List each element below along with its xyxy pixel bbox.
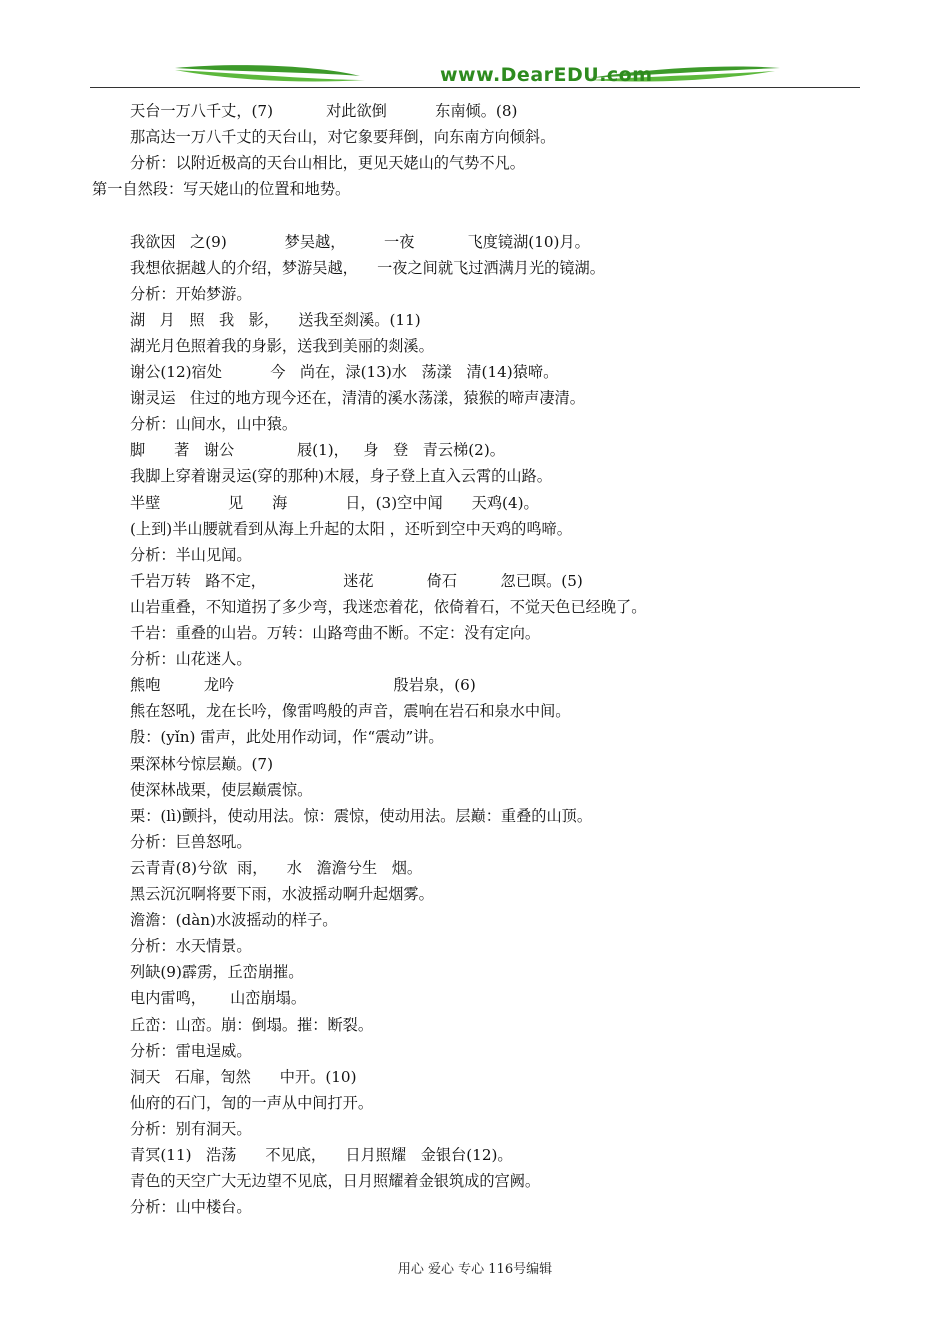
text-line: 山岩重叠，不知道拐了多少弯，我迷恋着花，依倚着石，不觉天色已经晚了。 bbox=[130, 597, 647, 616]
text-line: 使深林战栗，使层巅震惊。 bbox=[130, 780, 313, 799]
text-line: 分析：山花迷人。 bbox=[130, 650, 252, 669]
text-line: 分析：半山见闻。 bbox=[130, 545, 252, 564]
text-line: 分析：山间水，山中猿。 bbox=[130, 415, 298, 434]
text-line: 青色的天空广大无边望不见底，日月照耀着金银筑成的宫阙。 bbox=[130, 1172, 541, 1191]
text-line: 谢公(12)宿处 今 尚在，渌(13)水 荡漾 清(14)猿啼。 bbox=[130, 363, 559, 381]
text-line: 栗：(lì)颤抖，使动用法。惊：震惊，使动用法。层巅：重叠的山顶。 bbox=[130, 806, 593, 825]
text-line: 列缺(9)霹雳，丘峦崩摧。 bbox=[130, 963, 304, 982]
text-line: 熊咆 龙吟 殷岩泉，(6) bbox=[130, 676, 476, 695]
text-line: 半壁 见 海 日，(3)空中闻 天鸡(4)。 bbox=[130, 493, 539, 512]
text-line: 湖光月色照着我的身影，送我到美丽的剡溪。 bbox=[130, 336, 434, 355]
text-line: 青冥(11) 浩荡 不见底， 日月照耀 金银台(12)。 bbox=[130, 1146, 513, 1164]
text-line: 分析：雷电逞威。 bbox=[130, 1041, 252, 1060]
section-heading: 第一自然段：写天姥山的位置和地势。 bbox=[92, 180, 351, 199]
site-logo-text[interactable]: www.DearEDU.com bbox=[440, 64, 653, 86]
text-line: 天台一万八千丈，(7) 对此欲倒 东南倾。(8) bbox=[130, 102, 518, 120]
header-rule bbox=[90, 87, 860, 88]
text-line: 脚 著 谢公 屐(1)， 身 登 青云梯(2)。 bbox=[130, 441, 505, 460]
text-line: 我想依据越人的介绍，梦游吴越， 一夜之间就飞过洒满月光的镜湖。 bbox=[130, 258, 605, 277]
text-line: 谢灵运 住过的地方现今还在，清清的溪水荡漾，猿猴的啼声凄清。 bbox=[130, 389, 585, 408]
text-line: 分析：山中楼台。 bbox=[130, 1198, 252, 1217]
text-line: 丘峦：山峦。崩：倒塌。摧：断裂。 bbox=[130, 1015, 373, 1034]
text-line: 分析：水天情景。 bbox=[130, 937, 252, 956]
text-line: 我欲因 之(9) 梦吴越， 一夜 飞度镜湖(10)月。 bbox=[130, 232, 590, 251]
text-line: 千岩：重叠的山岩。万转：山路弯曲不断。不定：没有定向。 bbox=[130, 624, 541, 642]
text-line: 栗深林兮惊层巅。(7) bbox=[130, 754, 274, 773]
text-line: 千岩万转 路不定， 迷花 倚石 忽已暝。(5) bbox=[130, 571, 583, 590]
text-line: 电内雷鸣， 山峦崩塌。 bbox=[130, 989, 307, 1008]
text-line: 殷：(yǐn) 雷声，此处用作动词，作“震动”讲。 bbox=[130, 728, 444, 747]
text-line: 熊在怒吼，龙在长吟，像雷鸣般的声音，震响在岩石和泉水中间。 bbox=[130, 702, 571, 721]
text-line: 分析：巨兽怒吼。 bbox=[130, 832, 252, 851]
text-line: 我脚上穿着谢灵运(穿的那种)木屐，身子登上直入云霄的山路。 bbox=[130, 467, 552, 486]
text-line: 分析：以附近极高的天台山相比，更见天姥山的气势不凡。 bbox=[130, 154, 525, 173]
page-header bbox=[90, 60, 860, 90]
text-line: 分析：开始梦游。 bbox=[130, 284, 252, 303]
text-line: 澹澹：(dàn)水波摇动的样子。 bbox=[130, 911, 338, 930]
page-footer: 用心 爱心 专心 116号编辑 bbox=[397, 1262, 553, 1277]
text-line: 湖 月 照 我 影， 送我至剡溪。(11) bbox=[130, 310, 421, 329]
text-line: 仙府的石门，訇的一声从中间打开。 bbox=[130, 1093, 373, 1112]
text-line: 云青青(8)兮欲 雨， 水 澹澹兮生 烟。 bbox=[130, 858, 423, 877]
text-line: 黑云沉沉啊将要下雨，水波摇动啊升起烟雾。 bbox=[130, 885, 434, 903]
text-line: (上到)半山腰就看到从海上升起的太阳 ，还听到空中天鸡的鸣啼。 bbox=[130, 519, 572, 538]
text-line: 分析：别有洞天。 bbox=[130, 1119, 252, 1138]
text-line: 洞天 石扉，訇然 中开。(10) bbox=[130, 1067, 357, 1086]
text-line: 那高达一万八千丈的天台山，对它象要拜倒，向东南方向倾斜。 bbox=[130, 128, 556, 147]
